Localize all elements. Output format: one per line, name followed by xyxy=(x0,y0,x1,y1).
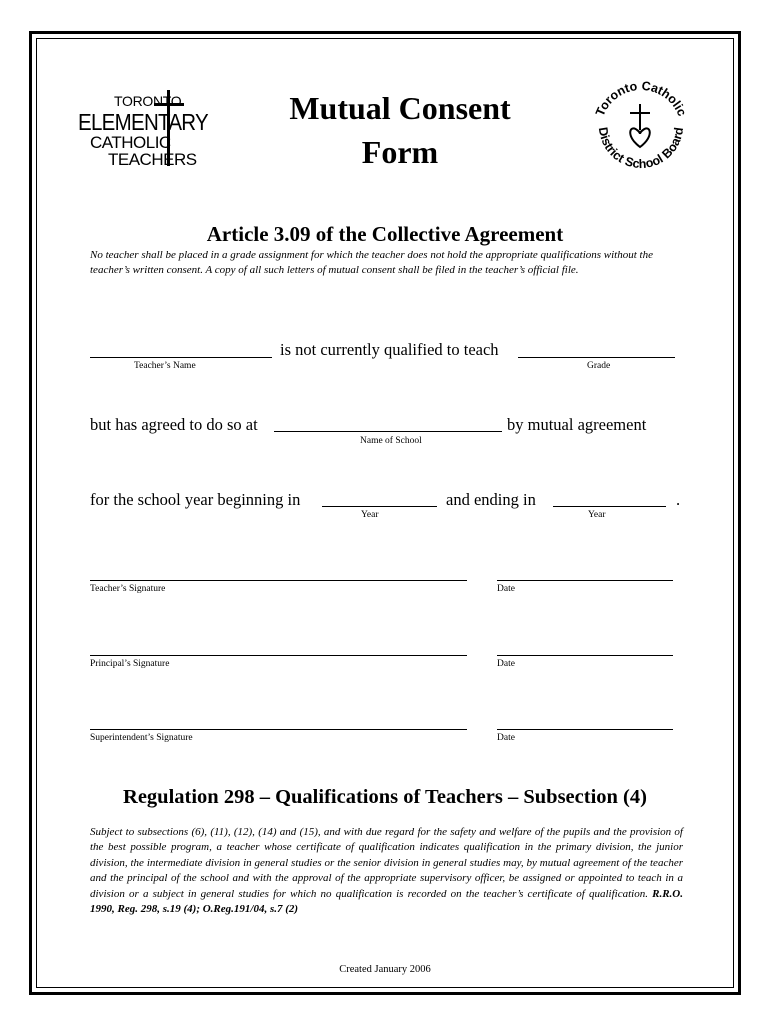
teacher-name-caption: Teacher’s Name xyxy=(134,361,196,371)
principal-date-label: Date xyxy=(497,659,515,669)
teacher-date-label: Date xyxy=(497,584,515,594)
line3-period: . xyxy=(676,490,681,509)
teacher-date-field[interactable] xyxy=(497,580,673,581)
logo-line-toronto: TORONTO xyxy=(114,93,182,109)
grade-caption: Grade xyxy=(587,361,611,371)
page-title xyxy=(240,86,560,174)
cross-heart-icon xyxy=(630,104,650,147)
tcdsb-seal xyxy=(585,72,695,182)
school-name-field[interactable] xyxy=(274,431,502,432)
start-year-caption: Year xyxy=(361,510,379,520)
principal-signature-label: Principal’s Signature xyxy=(90,659,170,669)
end-year-caption: Year xyxy=(588,510,606,520)
line1-text: is not currently qualified to teach xyxy=(280,340,499,359)
line2-text-b: by mutual agreement xyxy=(507,415,647,434)
seal-text-top: Toronto Catholic xyxy=(592,78,690,119)
regulation-body: Subject to subsections (6), (11), (12), (14) and (15), and with due regard for the safety and welfare of the pupils and the provision of the best possible program, a teacher whose certificate of qualification indicates qualification in the primary division, the junior division, the intermediate division in general studies or the senior division in general studies may, by mutual agreement of the teacher and the principal of the school and with the approval of the appropriate supervisory officer, be assigned or appointed to teach in a division or a subject in general studies for which no qualification is recorded on the teacher’s certificate of qualification. xyxy=(90,826,683,900)
etc-logo xyxy=(78,86,218,166)
teacher-signature-label: Teacher’s Signature xyxy=(90,584,166,594)
title-line-2: Form xyxy=(361,134,439,170)
logo-line-teachers: TEACHERS xyxy=(108,150,197,166)
superintendent-signature-field[interactable] xyxy=(90,729,467,730)
regulation-text xyxy=(90,825,683,917)
start-year-field[interactable] xyxy=(322,506,437,507)
superintendent-date-field[interactable] xyxy=(497,729,673,730)
created-date: Created January 2006 xyxy=(339,964,431,975)
seal-text-bottom: District School Board xyxy=(595,126,687,172)
grade-field[interactable] xyxy=(518,357,675,358)
cross-icon xyxy=(78,86,218,166)
line2-text-a: but has agreed to do so at xyxy=(90,415,258,434)
school-caption: Name of School xyxy=(360,436,422,446)
title-line-1: Mutual Consent xyxy=(289,90,511,126)
logo-line-catholic: CATHOLIC xyxy=(90,133,171,152)
teacher-name-field[interactable] xyxy=(90,357,272,358)
regulation-heading: Regulation 298 – Qualifications of Teachers – Subsection (4) xyxy=(123,786,647,808)
principal-date-field[interactable] xyxy=(497,655,673,656)
teacher-signature-field[interactable] xyxy=(90,580,467,581)
logo-line-elementary: ELEMENTARY xyxy=(78,109,209,135)
article-heading: Article 3.09 of the Collective Agreement xyxy=(206,222,564,246)
superintendent-date-label: Date xyxy=(497,733,515,743)
regulation-citation: R.R.O. 1990, Reg. 298, s.19 (4); O.Reg.191/04, s.7 (2) xyxy=(90,887,683,916)
line3-text-b: and ending in xyxy=(446,490,536,509)
line3-text-a: for the school year beginning in xyxy=(90,490,301,509)
principal-signature-field[interactable] xyxy=(90,655,467,656)
end-year-field[interactable] xyxy=(553,506,666,507)
article-text: No teacher shall be placed in a grade assignment for which the teacher does not hold the appropriate qualifications without the teacher’s written consent. A copy of all such letters of mutual consent shall be filed in the teacher’s official file. xyxy=(90,249,653,276)
superintendent-signature-label: Superintendent’s Signature xyxy=(90,733,193,743)
